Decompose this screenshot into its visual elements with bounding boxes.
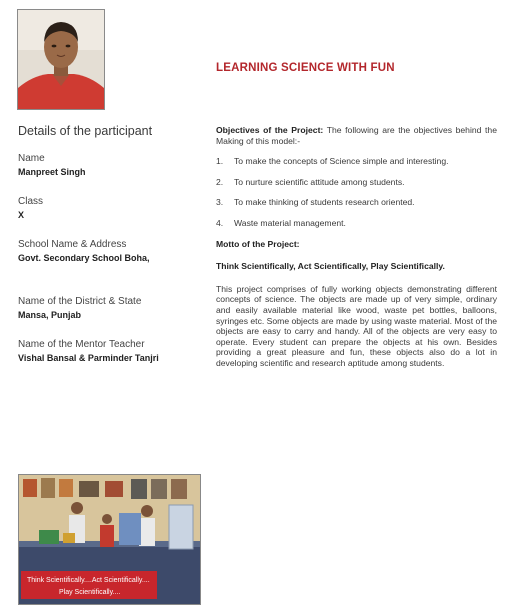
field-district (18, 295, 198, 322)
participant-photo (17, 9, 105, 110)
list-item (216, 197, 497, 208)
field-label: Name of the District & State (18, 296, 142, 307)
field-label: Name (18, 153, 45, 164)
project-content (216, 125, 497, 369)
list-number: 3. (216, 197, 224, 208)
banner-line-2: Play Scientifically.... (59, 589, 121, 596)
list-item (216, 218, 497, 229)
page-title: LEARNING SCIENCE WITH FUN (216, 62, 395, 74)
field-name (18, 152, 198, 179)
list-text: To nurture scientific attitude among students. (234, 176, 405, 187)
participant-name: Manpreet Singh (18, 167, 86, 177)
field-label: School Name & Address (18, 239, 127, 250)
exhibition-photo (18, 474, 201, 605)
list-number: 1. (216, 156, 224, 167)
field-school (18, 238, 198, 265)
mentor-teacher: Vishal Bansal & Parminder Tanjri (18, 353, 159, 363)
district-state: Mansa, Punjab (18, 310, 82, 320)
participant-class: X (18, 210, 25, 220)
objectives-list (216, 156, 497, 228)
objectives-heading: Objectives of the Project: (216, 125, 324, 135)
participant-details (18, 124, 198, 381)
banner-line-1: Think Scientifically....Act Scientifically.... (27, 577, 150, 584)
objectives-intro (216, 125, 497, 146)
motto-text: Think Scientifically, Act Scientifically, Play Scientifically. (216, 261, 445, 272)
list-text: To make the concepts of Science simple and interesting. (234, 156, 449, 167)
school-name: Govt. Secondary School Boha, (18, 253, 150, 263)
list-item (216, 156, 497, 167)
field-class (18, 195, 198, 222)
list-number: 2. (216, 176, 224, 187)
list-item (216, 177, 497, 188)
list-text: To make thinking of students research oriented. (234, 197, 415, 208)
objectives-intro-text: The following are the objectives behind the Making of this model:- (216, 125, 497, 146)
list-number: 4. (216, 217, 224, 228)
motto-heading: Motto of the Project: (216, 238, 300, 249)
field-label: Class (18, 196, 44, 207)
participant-section-heading: Details of the participant (18, 124, 153, 138)
list-text: Waste material management. (234, 217, 346, 228)
project-description: This project comprises of fully working objects demonstrating different concepts of science. The objects are made up of very simple, ordinary and easily available material like wood, waste pet bottles, balloons, syringes etc. Some objects are made by using waste material. Most of the objects are easy to carry and handy. All of the objects are very easy to operate. Every student can prepare the objects at his own. Besides providing a great pleasure and fun, these objects also do a lot in developing scientific and research aptitude among students. (216, 283, 497, 368)
field-label: Name of the Mentor Teacher (18, 339, 145, 350)
field-mentor (18, 338, 198, 365)
